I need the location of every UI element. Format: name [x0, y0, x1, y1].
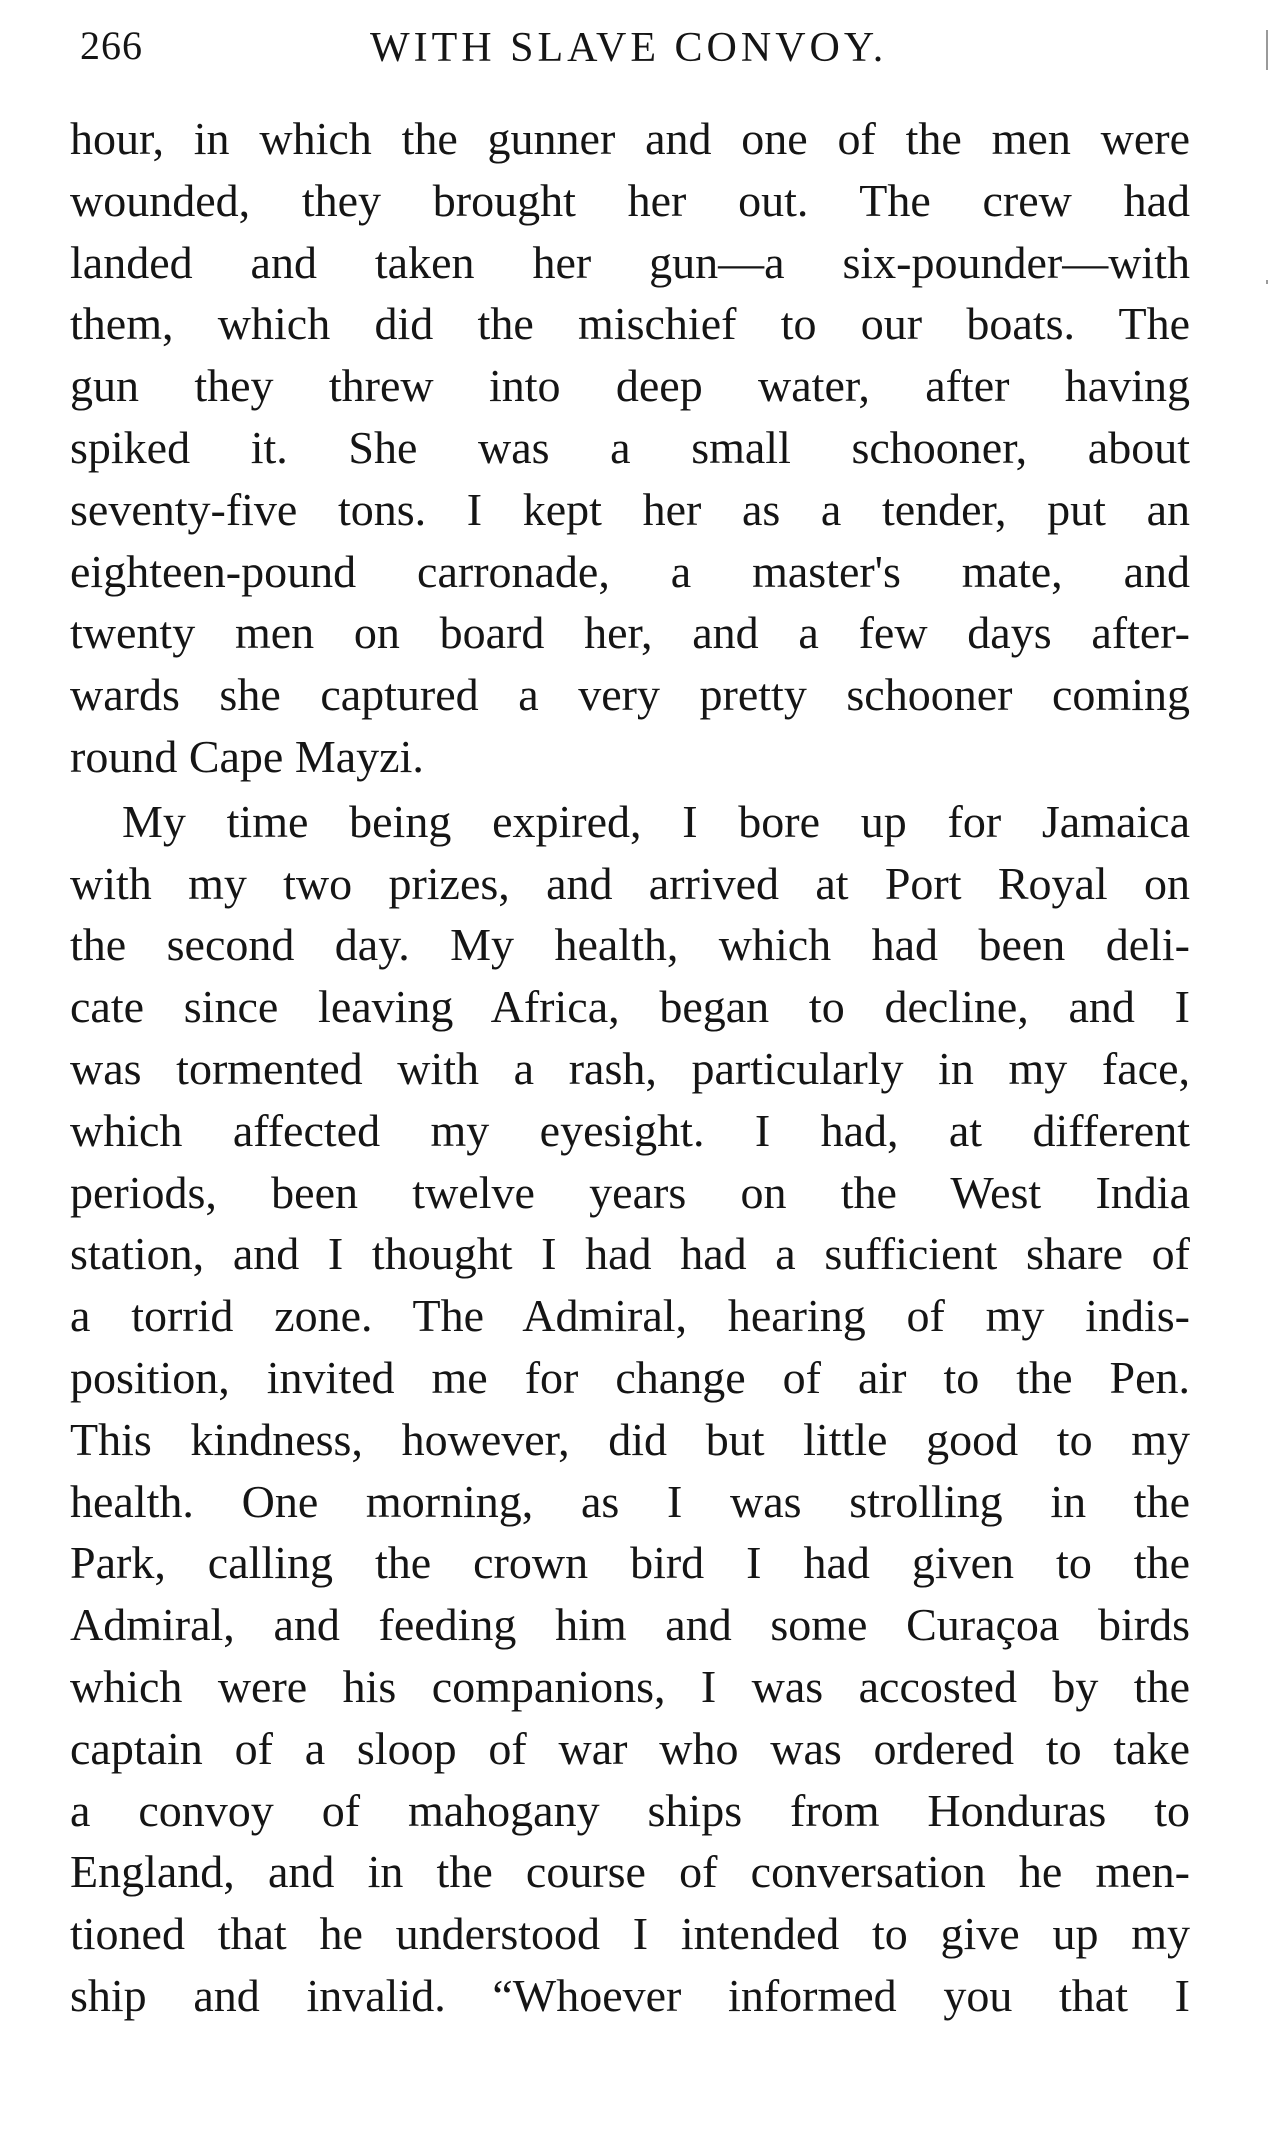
text-line: twenty men on board her, and a few days after-: [70, 607, 1190, 659]
paragraph-1: [70, 108, 1190, 788]
text-line: hour, in which the gunner and one of the men were: [70, 113, 1190, 164]
text-line: was tormented with a rash, particularly in my face,: [70, 1042, 1190, 1094]
text-line: wards she captured a very pretty schooner coming: [70, 669, 1190, 721]
paragraph-2: [70, 791, 1190, 2027]
text-line: This kindness, however, did but little good to my: [70, 1413, 1190, 1465]
text-line: health. One morning, as I was strolling in the: [70, 1475, 1190, 1527]
text-line: cate since leaving Africa, began to decline, and I: [70, 981, 1190, 1033]
text-line: wounded, they brought her out. The crew had: [70, 174, 1190, 226]
text-line: station, and I thought I had had a sufficient share of: [70, 1228, 1190, 1280]
text-line: ship and invalid. “Whoever informed you that I: [70, 1969, 1190, 2021]
text-line: the second day. My health, which had been deli-: [70, 919, 1190, 971]
text-line: which affected my eyesight. I had, at different: [70, 1104, 1190, 1156]
text-line: eighteen-pound carronade, a master's mate, and: [70, 545, 1190, 597]
text-line: tioned that he understood I intended to give up my: [70, 1908, 1190, 1960]
text-line: periods, been twelve years on the West India: [70, 1166, 1190, 1218]
running-head: [80, 18, 1190, 78]
text-line: which were his companions, I was accosted by the: [70, 1660, 1190, 1712]
text-line: with my two prizes, and arrived at Port Royal on: [70, 857, 1190, 909]
text-line: Park, calling the crown bird I had given to the: [70, 1537, 1190, 1589]
text-line: gun they threw into deep water, after having: [70, 360, 1190, 412]
text-line: My time being expired, I bore up for Jamaica: [122, 795, 1190, 847]
text-line: spiked it. She was a small schooner, about: [70, 421, 1190, 473]
text-body: [70, 108, 1190, 2027]
text-line: position, invited me for change of air to the Pen.: [70, 1351, 1190, 1403]
page-number: 266: [80, 23, 143, 68]
text-line: them, which did the mischief to our boats. The: [70, 298, 1190, 350]
text-line: captain of a sloop of war who was ordered to take: [70, 1722, 1190, 1774]
text-line: a convoy of mahogany ships from Honduras to: [70, 1784, 1190, 1836]
text-line: seventy-five tons. I kept her as a tender, put an: [70, 483, 1190, 535]
text-line: landed and taken her gun—a six-pounder—with: [70, 236, 1190, 288]
text-line: a torrid zone. The Admiral, hearing of my indis-: [70, 1290, 1190, 1342]
scan-edge-mark: [1266, 30, 1268, 70]
text-line: Admiral, and feeding him and some Curaçoa birds: [70, 1599, 1190, 1651]
text-line: round Cape Mayzi.: [70, 730, 424, 782]
running-title: WITH SLAVE CONVOY.: [370, 25, 888, 71]
text-line: England, and in the course of conversation he men-: [70, 1846, 1190, 1898]
scan-edge-mark: [1266, 280, 1268, 284]
